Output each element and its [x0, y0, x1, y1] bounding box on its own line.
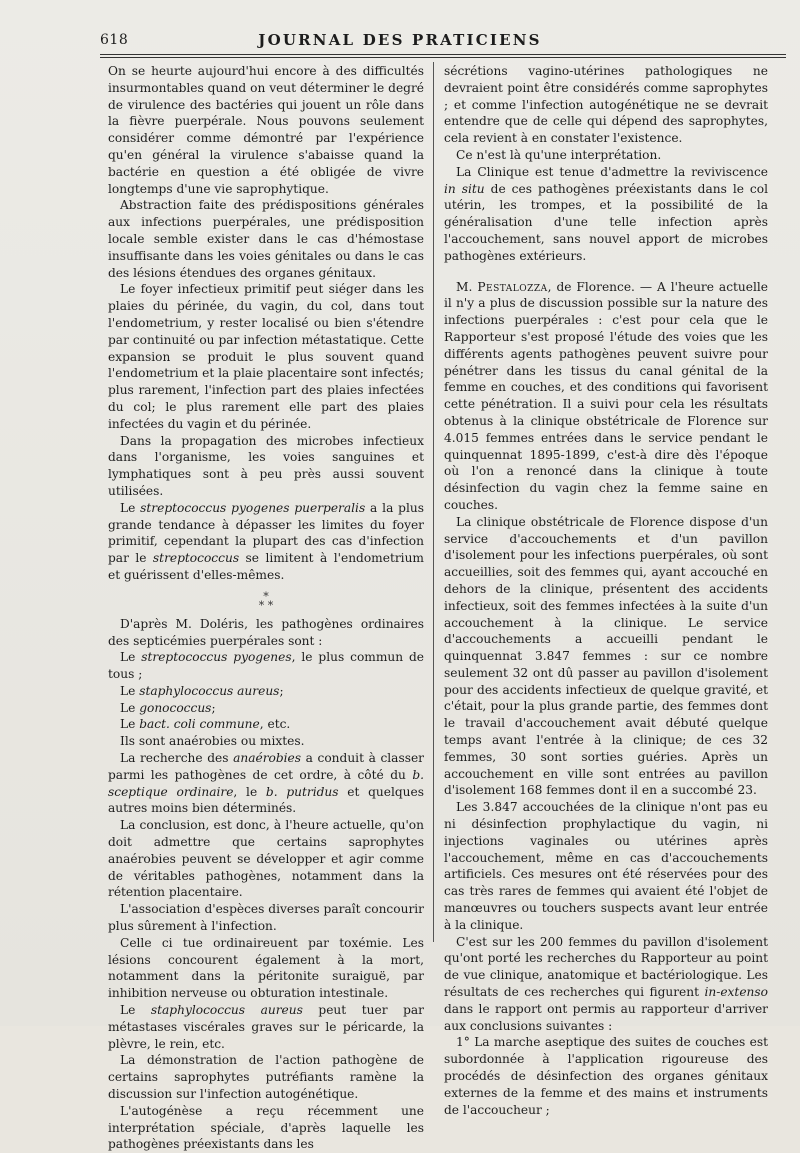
paragraph: On se heurte aujourd'hui encore à des difficultés insurmontables quand on veut déterminer le degré de virulence des bactéries qui jouent un rôle dans la fièvre puerpérale. Nous pouvons seulement considérer comme démontré par l'expérience qu'en général la virulence s'abaisse quand la bactérie en question a été obligée de vivre longtemps d'une vie saprophytique.: [108, 64, 424, 196]
paragraph: Celle ci tue ordinaireuent par toxémie. Les lésions concourent également à la mort, notamment dans la péritonite suraiguë, par inhibition nerveuse ou obturation intestinale.: [108, 935, 424, 1001]
list-item: [108, 700, 424, 717]
paragraph: Dans la propagation des microbes infectieux dans l'organisme, les voies sanguines et lymphatiques sont à peu près aussi souvent utilisées.: [108, 433, 424, 498]
text: Le: [120, 650, 142, 665]
text: et quelques autres moins bien déterminés.: [108, 784, 424, 816]
italic-term: in situ: [444, 181, 485, 196]
list-item: [108, 716, 424, 733]
paragraph: L'autogénèse a reçu récemment une interprétation spéciale, d'après laquelle les pathogènes préexistants dans les: [108, 1103, 424, 1152]
text: Le: [120, 717, 140, 732]
text: peut tuer par métastases viscérales graves sur le péricarde, la plèvre, le rein, etc.: [108, 1003, 425, 1051]
journal-title: JOURNAL DES PRATICIENS: [258, 31, 542, 49]
text: ;: [279, 683, 284, 698]
column-divider: [433, 62, 434, 942]
italic-term: staphylococcus aureus: [150, 1003, 303, 1018]
text: , le: [233, 784, 266, 799]
paragraph: Les 3.847 accouchées de la clinique n'ont pas eu ni désinfection prophylactique du vagin, ni injections vaginales ou utérines après l'accouchement, même en cas d'accouchements artificiels. Ces mesures ont été réservées pour des cas très rares de femmes qui avaient été l'objet de manœuvres ou touchers suspects avant leur entrée à la clinique.: [444, 800, 768, 932]
text: Le: [120, 1003, 151, 1018]
italic-term: b. putridus: [265, 784, 339, 799]
italic-term: bact. coli commune: [139, 717, 260, 732]
paragraph: [108, 1002, 424, 1052]
text: , de Florence. — A l'heure actuelle il n'y a plus de discussion possible sur la nature des infections puerpérales : c'est pour cela que le Rapporteur s'est proposé l'étude des voies que les différents agents pathogènes peuvent suivre pour pénétrer dans les tissus du canal génital de la femme en couches, et des conditions qui favorisent cette pénétration. Il a suivi pour cela les résultats obtenus à la clinique obstétricale de Florence sur 4.015 femmes entrées dans le service pendant le quinquennat 1895-1899, c'est-à dire dès l'époque où l'on a renoncé dans la clinique à toute désinfection du vagin chez la femme saine en couches.: [444, 279, 768, 512]
header-rule: [100, 54, 786, 58]
asterism-star: *: [267, 598, 274, 612]
paragraph: [444, 279, 768, 514]
text: dans le rapport ont permis au rapporteur d'arriver aux conclusions suivantes :: [444, 1001, 768, 1033]
text: La recherche des: [120, 751, 234, 766]
italic-term: anaérobies: [233, 751, 302, 766]
list-item: Ils sont anaérobies ou mixtes.: [120, 734, 305, 749]
paragraph: Ce n'est là qu'une interprétation.: [456, 147, 662, 162]
text: La Clinique est tenue d'admettre la reviviscence: [456, 164, 768, 179]
italic-term: staphylococcus aureus: [139, 683, 280, 698]
text: M.: [456, 279, 478, 294]
italic-term: streptococcus pyogenes puerperalis: [140, 500, 366, 515]
list-item: [108, 683, 424, 700]
paragraph: L'association d'espèces diverses paraît concourir plus sûrement à l'infection.: [108, 902, 424, 934]
paragraph: 1° La marche aseptique des suites de couches est subordonnée à l'application rigoureuse des procédés de désinfection des organes génitaux externes de la femme et des mains et instruments de l'accoucheur ;: [444, 1035, 768, 1117]
paragraph: [108, 750, 424, 817]
paragraph: [444, 164, 768, 265]
text: Le: [120, 683, 140, 698]
asterism-star-pair: [108, 598, 424, 612]
page-header: [0, 28, 800, 56]
text: se limitent à l'endometrium et guérissent d'elles-mêmes.: [108, 551, 424, 582]
page-number: 618: [100, 32, 129, 48]
text: de ces pathogènes préexistants dans le col utérin, les trompes, et la possibilité de la généralisation d'une telle infection après l'accouchement, sans nouvel apport de microbes pathogènes extérieurs.: [444, 181, 768, 263]
paragraph: La clinique obstétricale de Florence dispose d'un service d'accouchements et d'un pavillon d'isolement pour les infections puerpérales, où sont accueillies, soit des femmes qui, ayant accouché en dehors de la clinique, présentent des accidents infectieux, soit des femmes infectées à la suite d'un accouchement à la clinique. Le service d'accouchements a accueilli pendant le quinquennat 3.847 femmes : sur ce nombre seulement 32 ont dû passer au pavillon d'isolement pour des accidents infectieux de quelque gravité, et c'était, pour la plus grande partie, des femmes dont le travail d'accouchement avait débuté quelque temps avant l'entrée à la clinique; de ces 32 femmes, 30 sont sorties guéries. Après un accouchement en ville sont entrées au pavillon d'isolement 168 femmes dont il en a succombé 23.: [444, 514, 768, 798]
paragraph: La démonstration de l'action pathogène de certains saprophytes putréfiants ramène la discussion sur l'infection autogénétique.: [108, 1053, 424, 1102]
text: , le plus commun de tous ;: [108, 650, 425, 682]
asterism-star: *: [258, 598, 265, 612]
author-name: Pestalozza: [477, 279, 548, 294]
paragraph: [108, 500, 424, 584]
paragraph: D'après M. Doléris, les pathogènes ordinaires des septicémies puerpérales sont :: [108, 616, 424, 648]
italic-term: streptococcus pyogenes: [141, 650, 292, 665]
italic-term: in-extenso: [704, 985, 768, 1000]
list-item: [108, 649, 424, 683]
right-column: [444, 63, 768, 1118]
asterism-separator: [108, 589, 424, 612]
text: a la plus grande tendance à dépasser les limites du foyer primitif, cependant la plupart des cas d'infection par le: [108, 500, 424, 566]
text: ;: [211, 700, 216, 715]
paragraph: La conclusion, est donc, à l'heure actuelle, qu'on doit admettre que certains saprophytes anaérobies peuvent se développer et agir comme de véritables pathogènes, notamment dans la rétention placentaire.: [108, 818, 424, 900]
italic-term: streptococcus: [152, 551, 240, 566]
paragraph: Le foyer infectieux primitif peut siéger dans les plaies du périnée, du vagin, du col, dans tout l'endometrium, y rester localisé ou bien s'étendre par continuité ou par infection métastatique. Cette expansion se produit le plus souvent quand l'endometrium et la plaie placentaire sont infectés; plus rarement, l'infection part des plaies infectées du col; le plus rarement elle part des plaies infectées du vagin et du périnée.: [108, 282, 424, 431]
text: a conduit à classer parmi les pathogènes de cet ordre, à côté du: [108, 751, 424, 782]
text: C'est sur les 200 femmes du pavillon d'isolement qu'ont porté les recherches du Rapporteur au point de vue clinique, anatomique et bactériologique. Les résultats de ces recherches qui figurent: [444, 934, 768, 1000]
text: Le: [120, 700, 140, 715]
paragraph: [444, 934, 768, 1035]
paragraph: sécrétions vagino-utérines pathologiques ne devraient point être considérés comme saprophytes ; et comme l'infection autogénétique ne se devrait entendre que de celle qui dépend des saprophytes, cela revient à en constater l'existence.: [444, 64, 768, 146]
paragraph: Abstraction faite des prédispositions générales aux infections puerpérales, une prédisposition locale semble exister dans le cas d'hémostase insuffisante dans les voies génitales ou dans le cas des lésions étendues des organes génitaux.: [108, 198, 424, 280]
italic-term: gonococcus: [139, 700, 212, 715]
italic-term: b. sceptique ordinaire: [108, 767, 424, 799]
left-column: [108, 63, 424, 1153]
asterism-star: *: [263, 589, 269, 603]
text: , etc.: [259, 717, 291, 732]
text: Le: [120, 500, 141, 515]
